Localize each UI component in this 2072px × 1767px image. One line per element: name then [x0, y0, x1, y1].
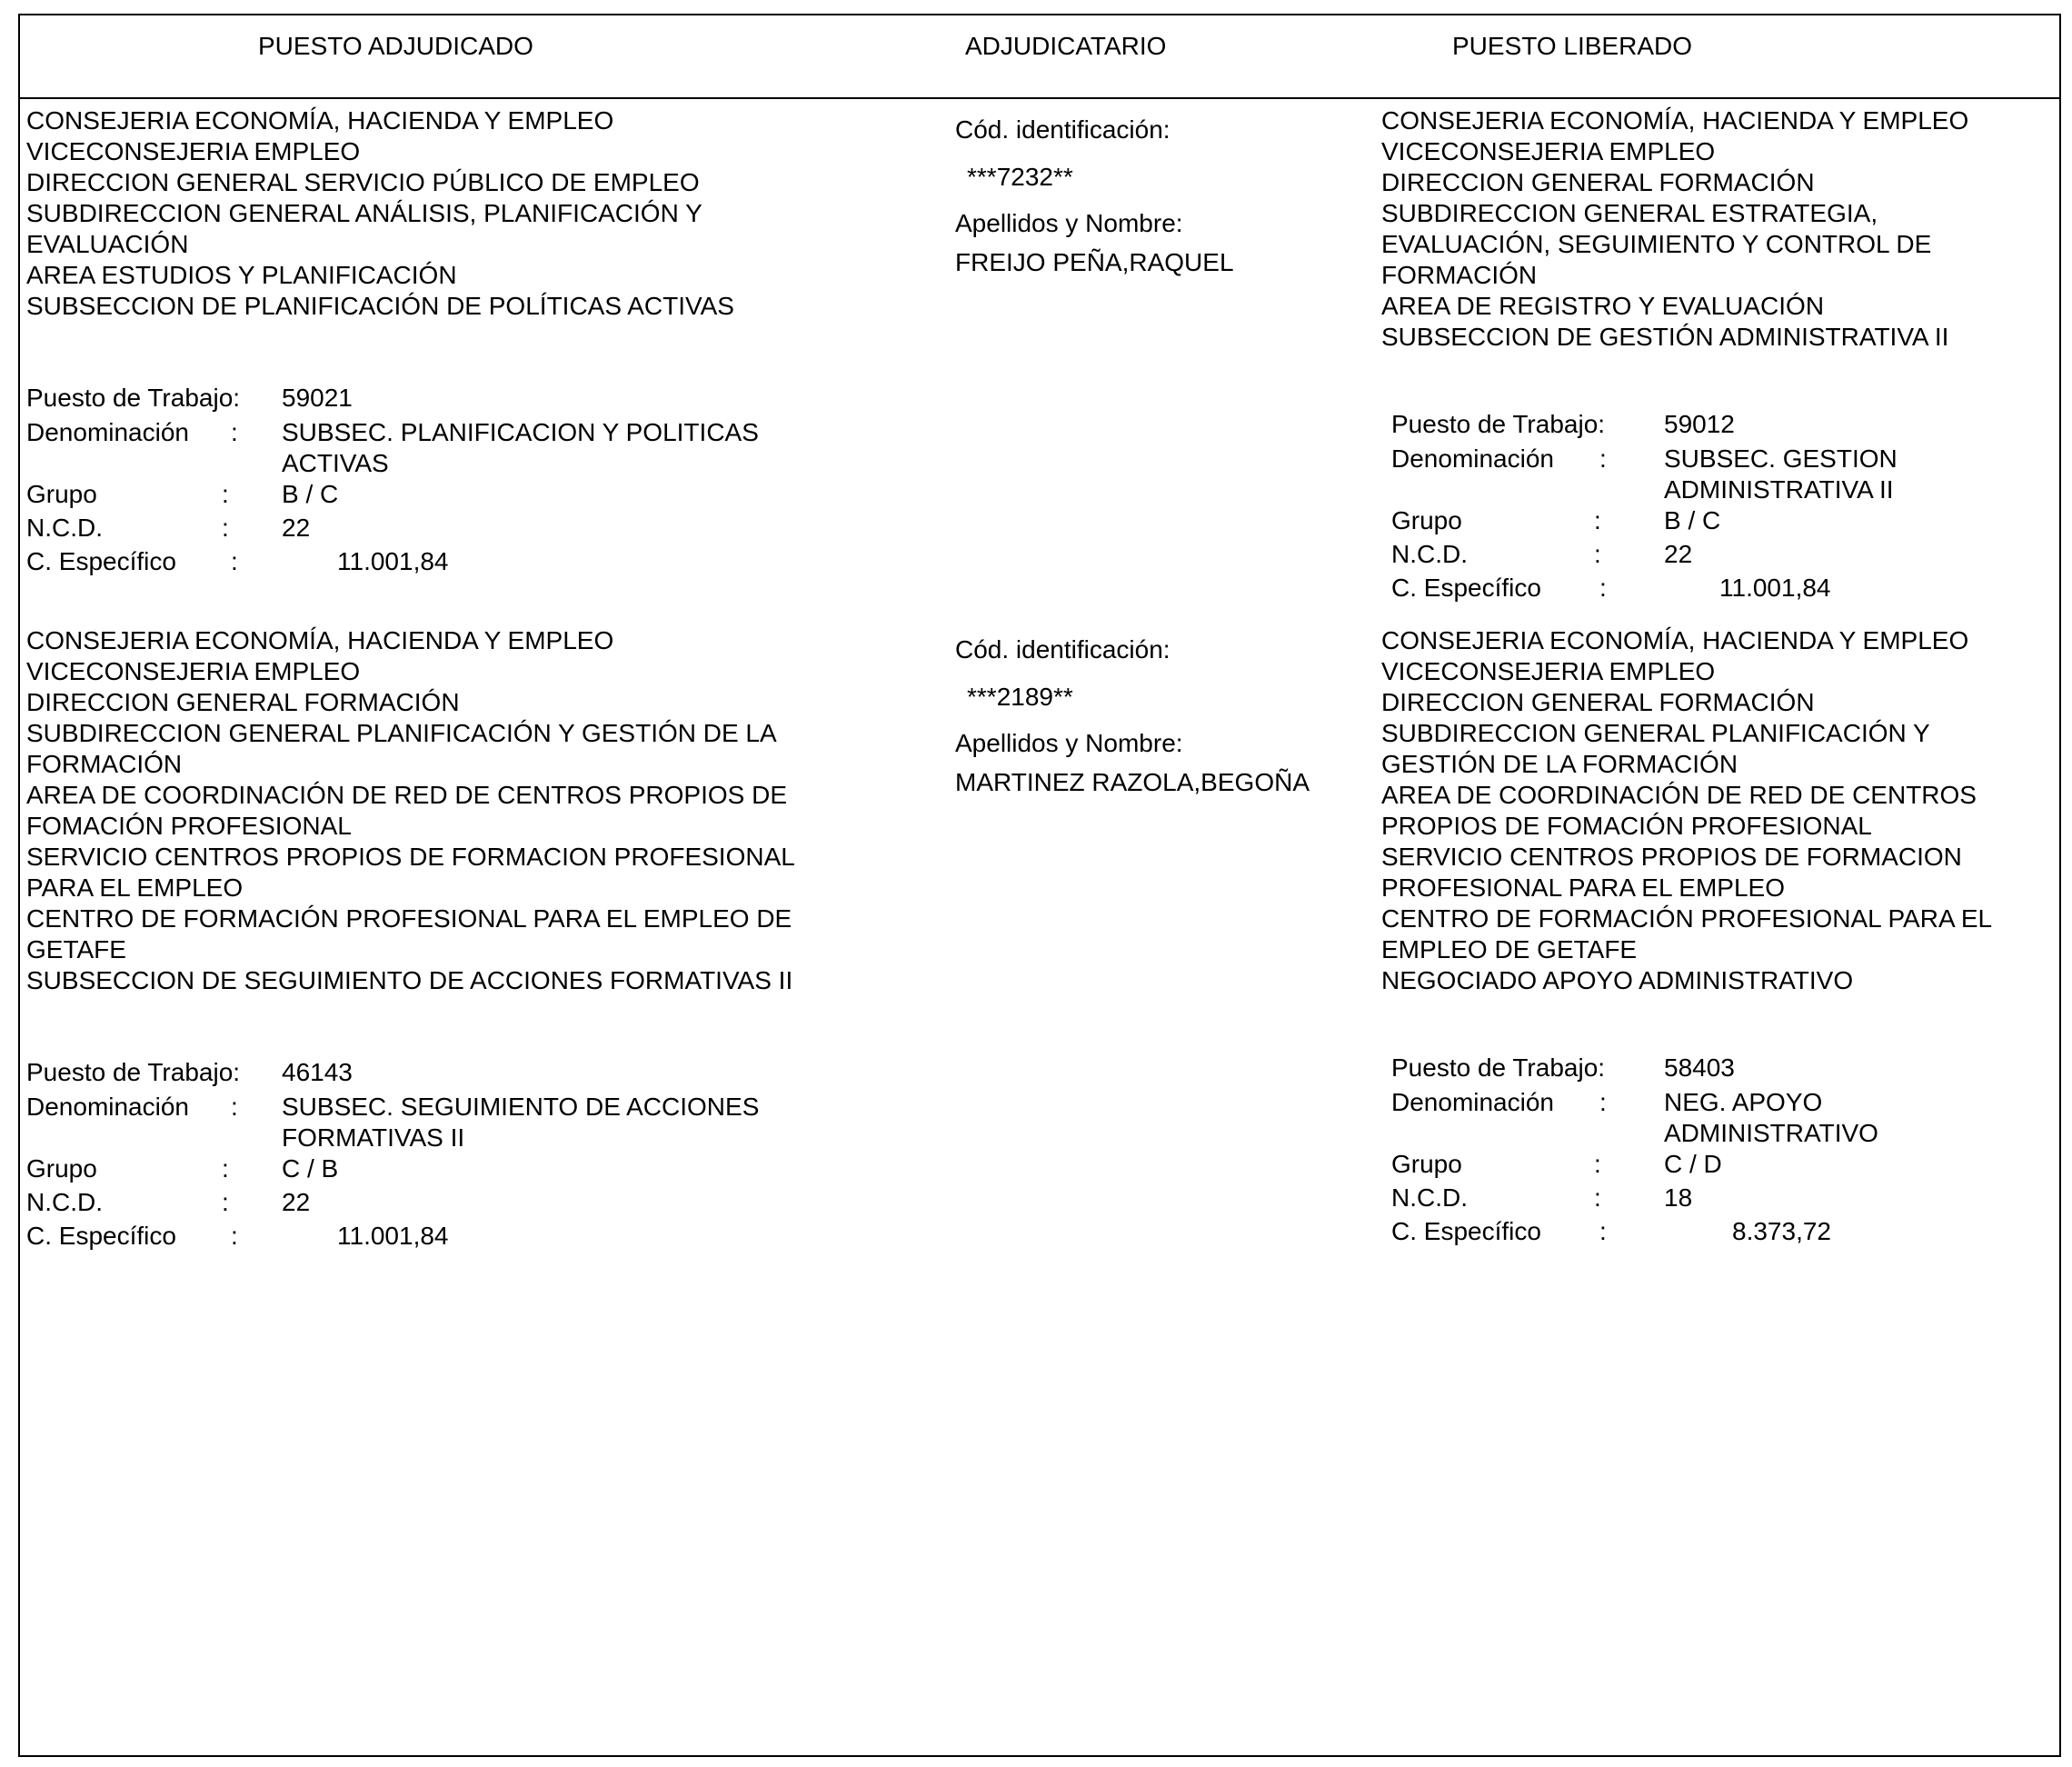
label-colon: : — [222, 1188, 229, 1216]
org-line: EVALUACIÓN — [26, 230, 189, 258]
org-line: VICECONSEJERIA EMPLEO — [26, 657, 361, 685]
header-adjudicatario: ADJUDICATARIO — [965, 32, 1167, 60]
org-line: SUBSECCION DE PLANIFICACIÓN DE POLÍTICAS ACTIVAS — [26, 292, 734, 320]
org-line: EVALUACIÓN, SEGUIMIENTO Y CONTROL DE — [1381, 230, 1932, 258]
denominacion-line: ADMINISTRATIVA II — [1664, 475, 1894, 504]
org-line: CENTRO DE FORMACIÓN PROFESIONAL PARA EL — [1381, 904, 1993, 933]
label-grupo: Grupo — [1391, 1150, 1462, 1178]
entry-2-liberado-grupo: C / D — [1664, 1150, 1722, 1178]
entry-1-liberado-org — [1381, 105, 1968, 353]
label-especifico: C. Específico — [26, 547, 176, 575]
org-line: AREA DE COORDINACIÓN DE RED DE CENTROS PROPIOS DE — [26, 781, 788, 809]
org-line: VICECONSEJERIA EMPLEO — [1381, 657, 1716, 685]
org-line: GESTIÓN DE LA FORMACIÓN — [1381, 750, 1738, 778]
entry-2-adjudicado-grupo: C / B — [282, 1154, 339, 1183]
org-line: CENTRO DE FORMACIÓN PROFESIONAL PARA EL EMPLEO DE — [26, 904, 792, 933]
org-line: PROPIOS DE FOMACIÓN PROFESIONAL — [1381, 812, 1872, 840]
denominacion-line: SUBSEC. SEGUIMIENTO DE ACCIONES — [282, 1093, 760, 1121]
entry-2-adjudicado-ncd: 22 — [282, 1188, 311, 1216]
label-colon: : — [231, 418, 238, 446]
label-colon: : — [222, 1154, 229, 1183]
label-cod-identificacion: Cód. identificación: — [955, 115, 1170, 144]
label-denominacion: Denominación — [1391, 1088, 1554, 1116]
label-especifico: C. Específico — [1391, 574, 1541, 602]
entry-2-adjudicado-org — [26, 625, 795, 996]
entry-1-adjudicado-denominacion — [282, 417, 759, 479]
entry-1-liberado-grupo: B / C — [1664, 506, 1721, 534]
org-line: EMPLEO DE GETAFE — [1381, 935, 1638, 963]
org-line: FORMACIÓN — [26, 750, 183, 778]
entry-2-adjudicado-puesto: 46143 — [282, 1058, 353, 1086]
org-line: SUBSECCION DE SEGUIMIENTO DE ACCIONES FORMATIVAS II — [26, 966, 793, 994]
entry-2-liberado-puesto: 58403 — [1664, 1053, 1735, 1082]
org-line: DIRECCION GENERAL FORMACIÓN — [26, 688, 460, 716]
label-grupo: Grupo — [1391, 506, 1462, 534]
label-apellidos-nombre: Apellidos y Nombre: — [955, 729, 1183, 757]
org-line: SUBDIRECCION GENERAL ESTRATEGIA, — [1381, 199, 1878, 227]
label-grupo: Grupo — [26, 480, 97, 508]
org-line: DIRECCION GENERAL SERVICIO PÚBLICO DE EMPLEO — [26, 168, 700, 196]
label-colon: : — [231, 547, 238, 575]
entry-1-liberado-puesto: 59012 — [1664, 410, 1735, 438]
header-puesto-adjudicado: PUESTO ADJUDICADO — [258, 32, 533, 60]
label-colon: : — [1599, 444, 1607, 473]
label-apellidos-nombre: Apellidos y Nombre: — [955, 209, 1183, 237]
label-grupo: Grupo — [26, 1154, 97, 1183]
label-ncd: N.C.D. — [26, 514, 103, 542]
denominacion-line: ADMINISTRATIVO — [1664, 1119, 1878, 1147]
entry-2-liberado-org — [1381, 625, 1992, 996]
org-line: FORMACIÓN — [1381, 261, 1538, 289]
label-puesto: Puesto de Trabajo: — [1391, 1053, 1606, 1082]
org-line: SUBDIRECCION GENERAL PLANIFICACIÓN Y — [1381, 719, 1930, 747]
header-divider — [18, 97, 2061, 99]
label-especifico: C. Específico — [1391, 1217, 1541, 1245]
org-line: PROFESIONAL PARA EL EMPLEO — [1381, 874, 1785, 902]
label-ncd: N.C.D. — [1391, 540, 1468, 568]
entry-1-adjudicado-ncd: 22 — [282, 514, 311, 542]
org-line: AREA DE COORDINACIÓN DE RED DE CENTROS — [1381, 781, 1977, 809]
denominacion-line: ACTIVAS — [282, 449, 389, 477]
org-line: FOMACIÓN PROFESIONAL — [26, 812, 352, 840]
entry-1-adjudicado-especifico: 11.001,84 — [337, 547, 449, 575]
label-colon: : — [1594, 506, 1601, 534]
label-puesto: Puesto de Trabajo: — [26, 1058, 241, 1086]
entry-1-liberado-ncd: 22 — [1664, 540, 1693, 568]
denominacion-line: FORMATIVAS II — [282, 1123, 465, 1152]
entry-1-liberado-especifico: 11.001,84 — [1719, 574, 1831, 602]
org-line: CONSEJERIA ECONOMÍA, HACIENDA Y EMPLEO — [26, 626, 614, 654]
org-line: DIRECCION GENERAL FORMACIÓN — [1381, 688, 1815, 716]
label-puesto: Puesto de Trabajo: — [26, 384, 241, 412]
entry-2-adjudicatario-nombre: MARTINEZ RAZOLA,BEGOÑA — [955, 768, 1310, 796]
org-line: VICECONSEJERIA EMPLEO — [26, 137, 361, 165]
entry-1-cod-identificacion: ***7232** — [967, 163, 1073, 191]
label-puesto: Puesto de Trabajo: — [1391, 410, 1606, 438]
denominacion-line: NEG. APOYO — [1664, 1088, 1823, 1116]
entry-2-liberado-especifico: 8.373,72 — [1732, 1217, 1831, 1245]
label-ncd: N.C.D. — [1391, 1183, 1468, 1212]
org-line: SERVICIO CENTROS PROPIOS DE FORMACION PROFESIONAL — [26, 843, 795, 871]
label-ncd: N.C.D. — [26, 1188, 103, 1216]
denominacion-line: SUBSEC. PLANIFICACION Y POLITICAS — [282, 418, 759, 446]
org-line: AREA DE REGISTRO Y EVALUACIÓN — [1381, 292, 1825, 320]
org-line: CONSEJERIA ECONOMÍA, HACIENDA Y EMPLEO — [1381, 106, 1969, 135]
label-colon: : — [1599, 1217, 1607, 1245]
org-line: SERVICIO CENTROS PROPIOS DE FORMACION — [1381, 843, 1962, 871]
denominacion-line: SUBSEC. GESTION — [1664, 444, 1898, 473]
label-colon: : — [231, 1093, 238, 1121]
org-line: SUBDIRECCION GENERAL ANÁLISIS, PLANIFICACIÓN Y — [26, 199, 702, 227]
org-line: VICECONSEJERIA EMPLEO — [1381, 137, 1716, 165]
label-denominacion: Denominación — [1391, 444, 1554, 473]
org-line: SUBDIRECCION GENERAL PLANIFICACIÓN Y GESTIÓN DE LA — [26, 719, 777, 747]
org-line: DIRECCION GENERAL FORMACIÓN — [1381, 168, 1815, 196]
entry-2-liberado-denominacion — [1664, 1087, 1878, 1149]
label-colon: : — [222, 480, 229, 508]
entry-2-liberado-ncd: 18 — [1664, 1183, 1693, 1212]
entry-2-cod-identificacion: ***2189** — [967, 683, 1073, 711]
org-line: AREA ESTUDIOS Y PLANIFICACIÓN — [26, 261, 457, 289]
entry-2-adjudicado-especifico: 11.001,84 — [337, 1222, 449, 1250]
label-especifico: C. Específico — [26, 1222, 176, 1250]
label-colon: : — [222, 514, 229, 542]
label-colon: : — [1594, 1150, 1601, 1178]
org-line: CONSEJERIA ECONOMÍA, HACIENDA Y EMPLEO — [1381, 626, 1969, 654]
entry-1-adjudicatario-nombre: FREIJO PEÑA,RAQUEL — [955, 248, 1234, 276]
label-denominacion: Denominación — [26, 418, 189, 446]
label-cod-identificacion: Cód. identificación: — [955, 635, 1170, 664]
label-colon: : — [231, 1222, 238, 1250]
org-line: NEGOCIADO APOYO ADMINISTRATIVO — [1381, 966, 1854, 994]
entry-1-adjudicado-org — [26, 105, 734, 322]
label-colon: : — [1599, 1088, 1607, 1116]
org-line: PARA EL EMPLEO — [26, 874, 244, 902]
label-colon: : — [1594, 540, 1601, 568]
entry-1-adjudicado-grupo: B / C — [282, 480, 339, 508]
entry-1-liberado-denominacion — [1664, 444, 1898, 505]
header-puesto-liberado: PUESTO LIBERADO — [1452, 32, 1693, 60]
label-colon: : — [1594, 1183, 1601, 1212]
entry-1-adjudicado-puesto: 59021 — [282, 384, 353, 412]
label-denominacion: Denominación — [26, 1093, 189, 1121]
org-line: CONSEJERIA ECONOMÍA, HACIENDA Y EMPLEO — [26, 106, 614, 135]
entry-2-adjudicado-denominacion — [282, 1092, 759, 1153]
label-colon: : — [1599, 574, 1607, 602]
org-line: SUBSECCION DE GESTIÓN ADMINISTRATIVA II — [1381, 323, 1949, 351]
org-line: GETAFE — [26, 935, 126, 963]
